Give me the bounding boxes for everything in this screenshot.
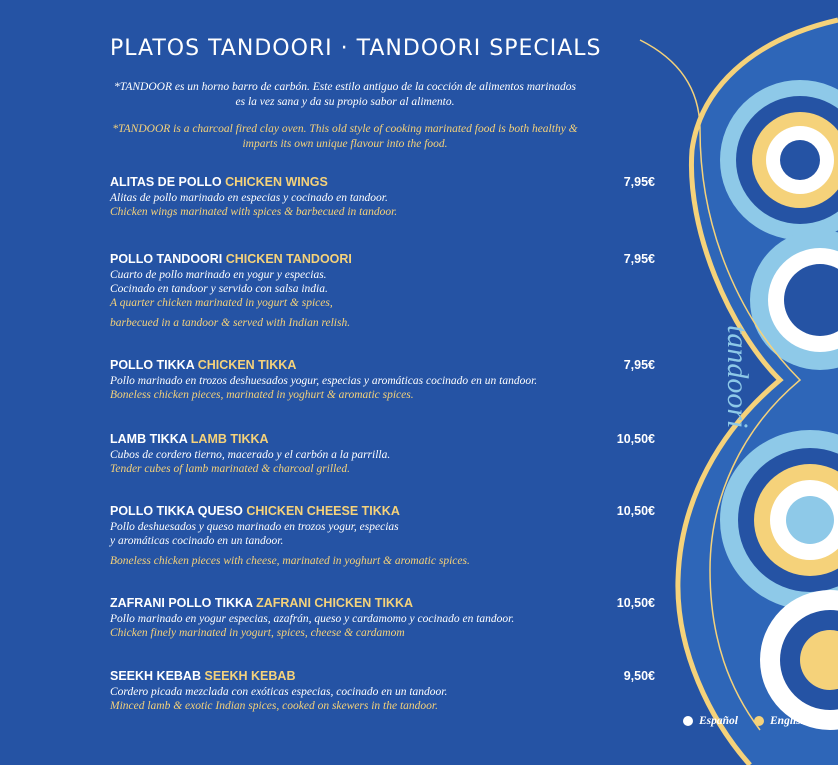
item-name-spanish: ZAFRANI POLLO TIKKA: [110, 596, 253, 610]
menu-item: [110, 173, 655, 219]
item-description-spanish: Cuarto de pollo marinado en yogur y especias.: [110, 269, 327, 281]
item-name-spanish: ALITAS DE POLLO: [110, 175, 222, 189]
item-description-spanish: Pollo marinado en trozos deshuesados yogur, especias y aromáticas cocinado en un tandoor.: [110, 375, 538, 387]
item-price: 10,50€: [616, 504, 655, 518]
item-description-spanish: Cocinado en tandoor y servido con salsa india.: [110, 283, 328, 295]
item-description-english: Boneless chicken pieces with cheese, marinated in yoghurt & aromatic spices.: [110, 555, 470, 567]
item-description-spanish: Pollo marinado en yogur especias, azafrán, queso y cardamomo y cocinado en tandoor.: [110, 613, 515, 625]
menu-item-heading: [110, 502, 655, 520]
yellow-dot-icon: [754, 716, 764, 726]
item-description-english: barbecued in a tandoor & served with Indian relish.: [110, 317, 351, 329]
menu-item-heading: [110, 356, 655, 374]
item-name-english: CHICKEN CHEESE TIKKA: [246, 504, 400, 518]
item-description-english: Chicken wings marinated with spices & barbecued in tandoor.: [110, 206, 398, 218]
item-description-spanish: Alitas de pollo marinado en especias y cocinado en tandoor.: [110, 192, 388, 204]
item-price: 10,50€: [616, 596, 655, 610]
language-legend: [683, 715, 807, 727]
menu-item-heading: [110, 173, 655, 191]
legend-english: English: [770, 715, 808, 727]
menu-item: [110, 594, 655, 640]
intro-spanish: *TANDOOR es un horno barro de carbón. Este estilo antiguo de la cocción de alimentos marinados es la vez sana y da su propio sabor al alimento.: [114, 81, 576, 108]
menu-item-heading: [110, 250, 655, 268]
item-description-english: Chicken finely marinated in yogurt, spices, cheese & cardamom: [110, 627, 405, 639]
item-description-english: Boneless chicken pieces, marinated in yoghurt & aromatic spices.: [110, 389, 414, 401]
menu-item: [110, 356, 655, 402]
mandala-decoration: [600, 0, 838, 765]
item-name-english: SEEKH KEBAB: [204, 669, 296, 683]
page-title: PLATOS TANDOORI · TANDOORI SPECIALS: [110, 36, 602, 61]
item-name-english: CHICKEN TIKKA: [197, 358, 297, 372]
item-description-english: A quarter chicken marinated in yogurt & spices,: [110, 297, 333, 309]
item-description-english: Minced lamb & exotic Indian spices, cooked on skewers in the tandoor.: [110, 700, 438, 712]
menu-item-heading: [110, 430, 655, 448]
item-description-spanish: Cordero picada mezclada con exóticas especias, cocinado en un tandoor.: [110, 686, 448, 698]
menu-item-heading: [110, 667, 655, 685]
item-description-spanish: y aromáticas cocinado en un tandoor.: [110, 535, 284, 547]
legend-spanish: Español: [699, 715, 738, 727]
item-name-english: CHICKEN TANDOORI: [225, 252, 352, 266]
item-description-spanish: Cubos de cordero tierno, macerado y el carbón a la parrilla.: [110, 449, 391, 461]
white-dot-icon: [683, 716, 693, 726]
item-name-english: ZAFRANI CHICKEN TIKKA: [256, 596, 413, 610]
menu-item: [110, 667, 655, 713]
item-name-spanish: SEEKH KEBAB: [110, 669, 201, 683]
item-name-english: CHICKEN WINGS: [225, 175, 328, 189]
item-price: 7,95€: [623, 175, 655, 189]
item-name-spanish: POLLO TANDOORI: [110, 252, 223, 266]
menu-item: [110, 502, 655, 568]
item-name-spanish: POLLO TIKKA: [110, 358, 195, 372]
item-price: 7,95€: [623, 358, 655, 372]
item-price: 9,50€: [623, 669, 655, 683]
item-name-spanish: LAMB TIKKA: [110, 432, 188, 446]
item-name-spanish: POLLO TIKKA QUESO: [110, 504, 243, 518]
item-price: 7,95€: [623, 252, 655, 266]
item-price: 10,50€: [616, 432, 655, 446]
item-description-english: Tender cubes of lamb marinated & charcoal grilled.: [110, 463, 350, 475]
menu-item-heading: [110, 594, 655, 612]
item-description-spanish: Pollo deshuesados y queso marinado en trozos yogur, especias: [110, 521, 399, 533]
menu-item: [110, 430, 655, 476]
item-name-english: LAMB TIKKA: [190, 432, 269, 446]
menu-item: [110, 250, 655, 330]
intro-english: *TANDOOR is a charcoal fired clay oven. This old style of cooking marinated food is both healthy & imparts its own unique flavour into the food.: [112, 123, 578, 150]
side-label: tandoori: [721, 325, 754, 429]
